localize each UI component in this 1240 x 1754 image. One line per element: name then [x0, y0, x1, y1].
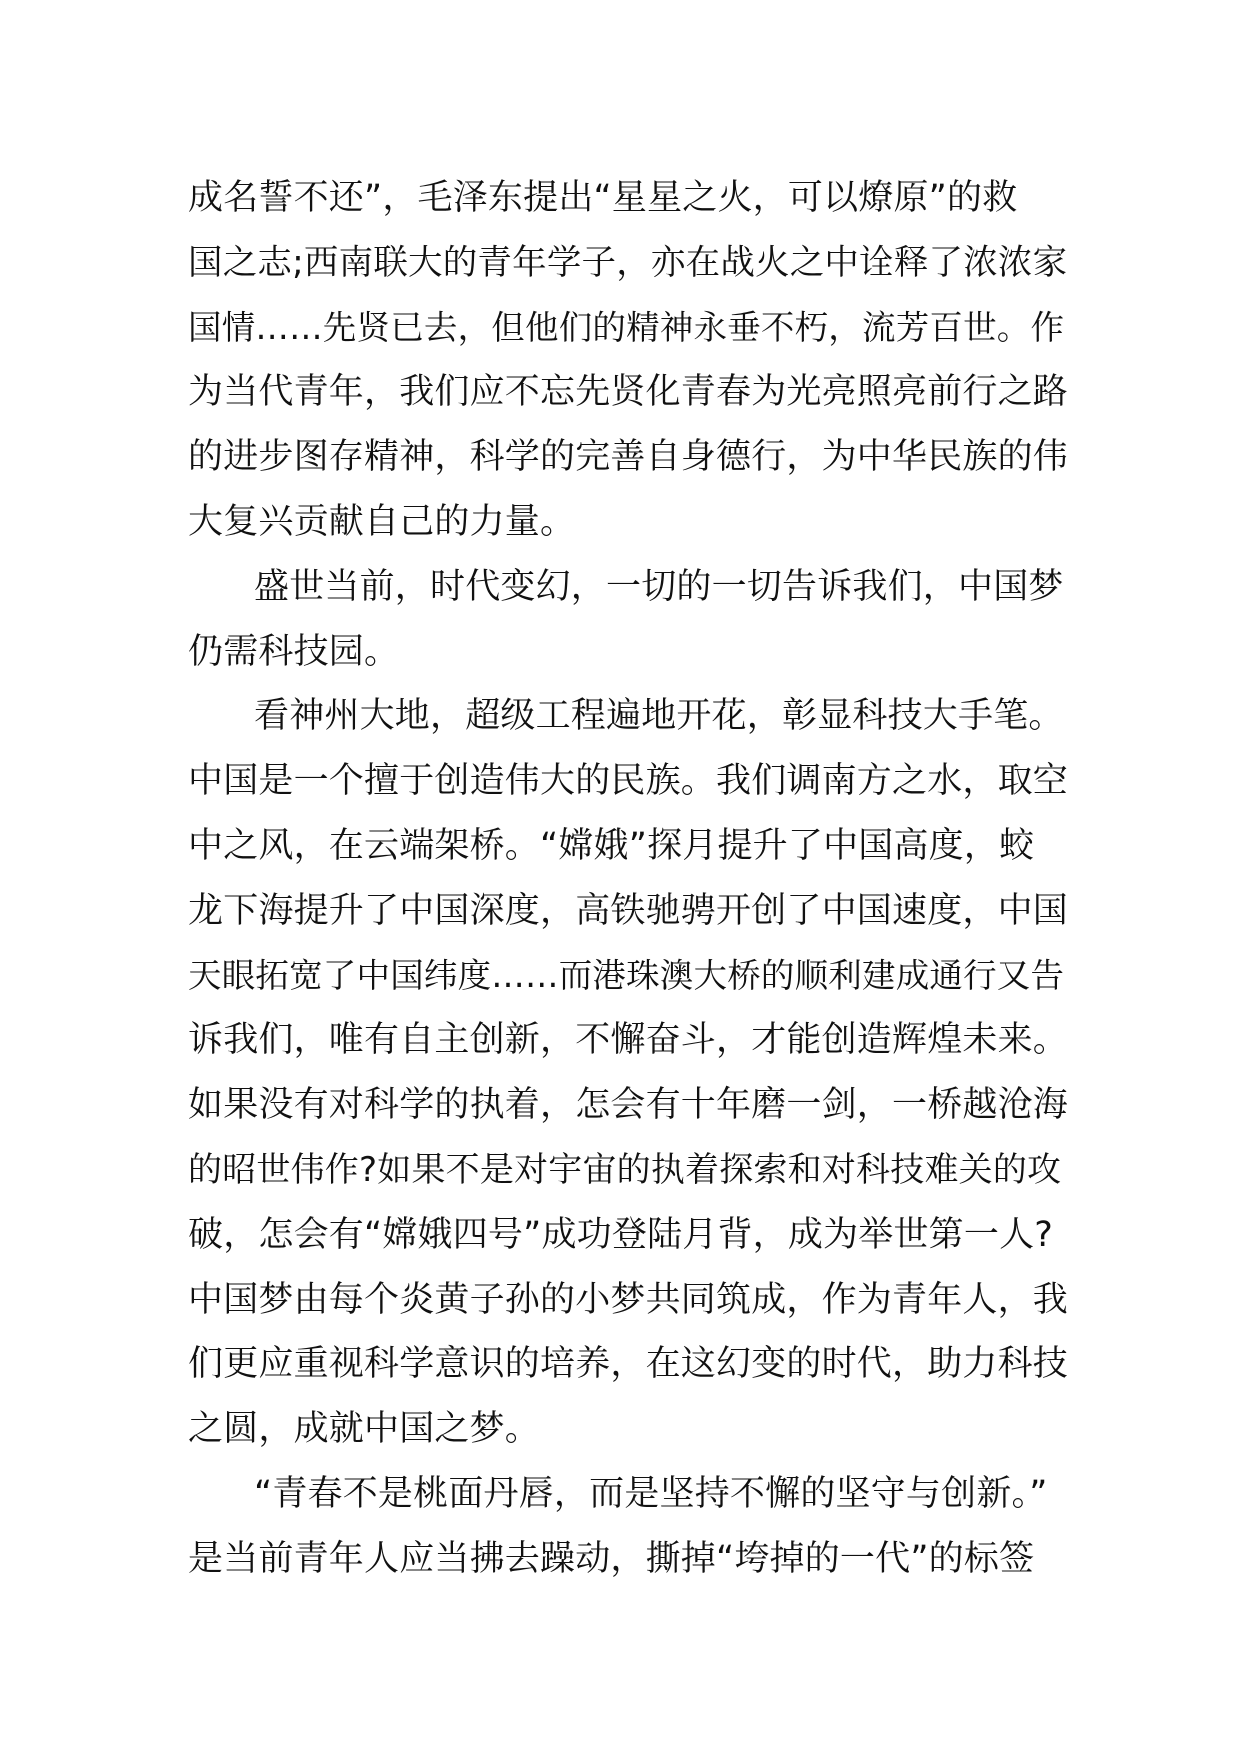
- body-text: [188, 166, 1068, 1592]
- text-line: 天眼拓宽了中国纬度……而港珠澳大桥的顺利建成通行又告: [188, 955, 1065, 995]
- text-line: 中国是一个擅于创造伟大的民族。我们调南方之水，取空: [188, 761, 1069, 802]
- paragraph-first-line: 盛世当前，时代变幻，一切的一切告诉我们，中国梦: [254, 566, 1064, 607]
- paragraph-first-line: 看神州大地，超级工程遍地开花，彰显科技大手笔。: [254, 696, 1064, 737]
- text-line: 大复兴贡献自己的力量。: [188, 501, 576, 542]
- text-line: 是当前青年人应当拂去躁动，撕掉“垮掉的一代”的标签: [188, 1538, 1035, 1579]
- text-line: 们更应重视科学意识的培养，在这幻变的时代，助力科技: [188, 1344, 1069, 1385]
- text-line: 成名誓不还”，毛泽东提出“星星之火，可以燎原”的救: [188, 178, 1018, 218]
- text-line: 诉我们，唯有自主创新，不懈奋斗，才能创造辉煌未来。: [188, 1020, 1069, 1061]
- text-line: 为当代青年，我们应不忘先贤化青春为光亮照亮前行之路: [188, 372, 1069, 413]
- text-line: 龙下海提升了中国深度，高铁驰骋开创了中国速度，中国: [188, 890, 1069, 931]
- text-line: 中国梦由每个炎黄子孙的小梦共同筑成，作为青年人，我: [188, 1279, 1069, 1320]
- text-line: 中之风，在云端架桥。“嫦娥”探月提升了中国高度，蛟: [188, 825, 1035, 866]
- text-line: 如果没有对科学的执着，怎会有十年磨一剑，一桥越沧海: [188, 1085, 1069, 1126]
- text-line: 国之志;西南联大的青年学子，亦在战火之中诠释了浓浓家: [188, 242, 1068, 283]
- text-line: 国情……先贤已去，但他们的精神永垂不朽，流芳百世。作: [188, 307, 1065, 347]
- text-line: 之圆，成就中国之梦。: [188, 1409, 541, 1450]
- text-line: 破，怎会有“嫦娥四号”成功登陆月背，成为举世第一人?: [188, 1214, 1054, 1255]
- text-line: 仍需科技园。: [188, 631, 400, 672]
- text-line: 的进步图存精神，科学的完善自身德行，为中华民族的伟: [188, 437, 1069, 478]
- paragraph-first-line: “青春不是桃面丹唇，而是坚持不懈的坚守与创新。”: [254, 1473, 1048, 1514]
- text-line: 的昭世伟作?如果不是对宇宙的执着探索和对科技难关的攻: [188, 1149, 1062, 1190]
